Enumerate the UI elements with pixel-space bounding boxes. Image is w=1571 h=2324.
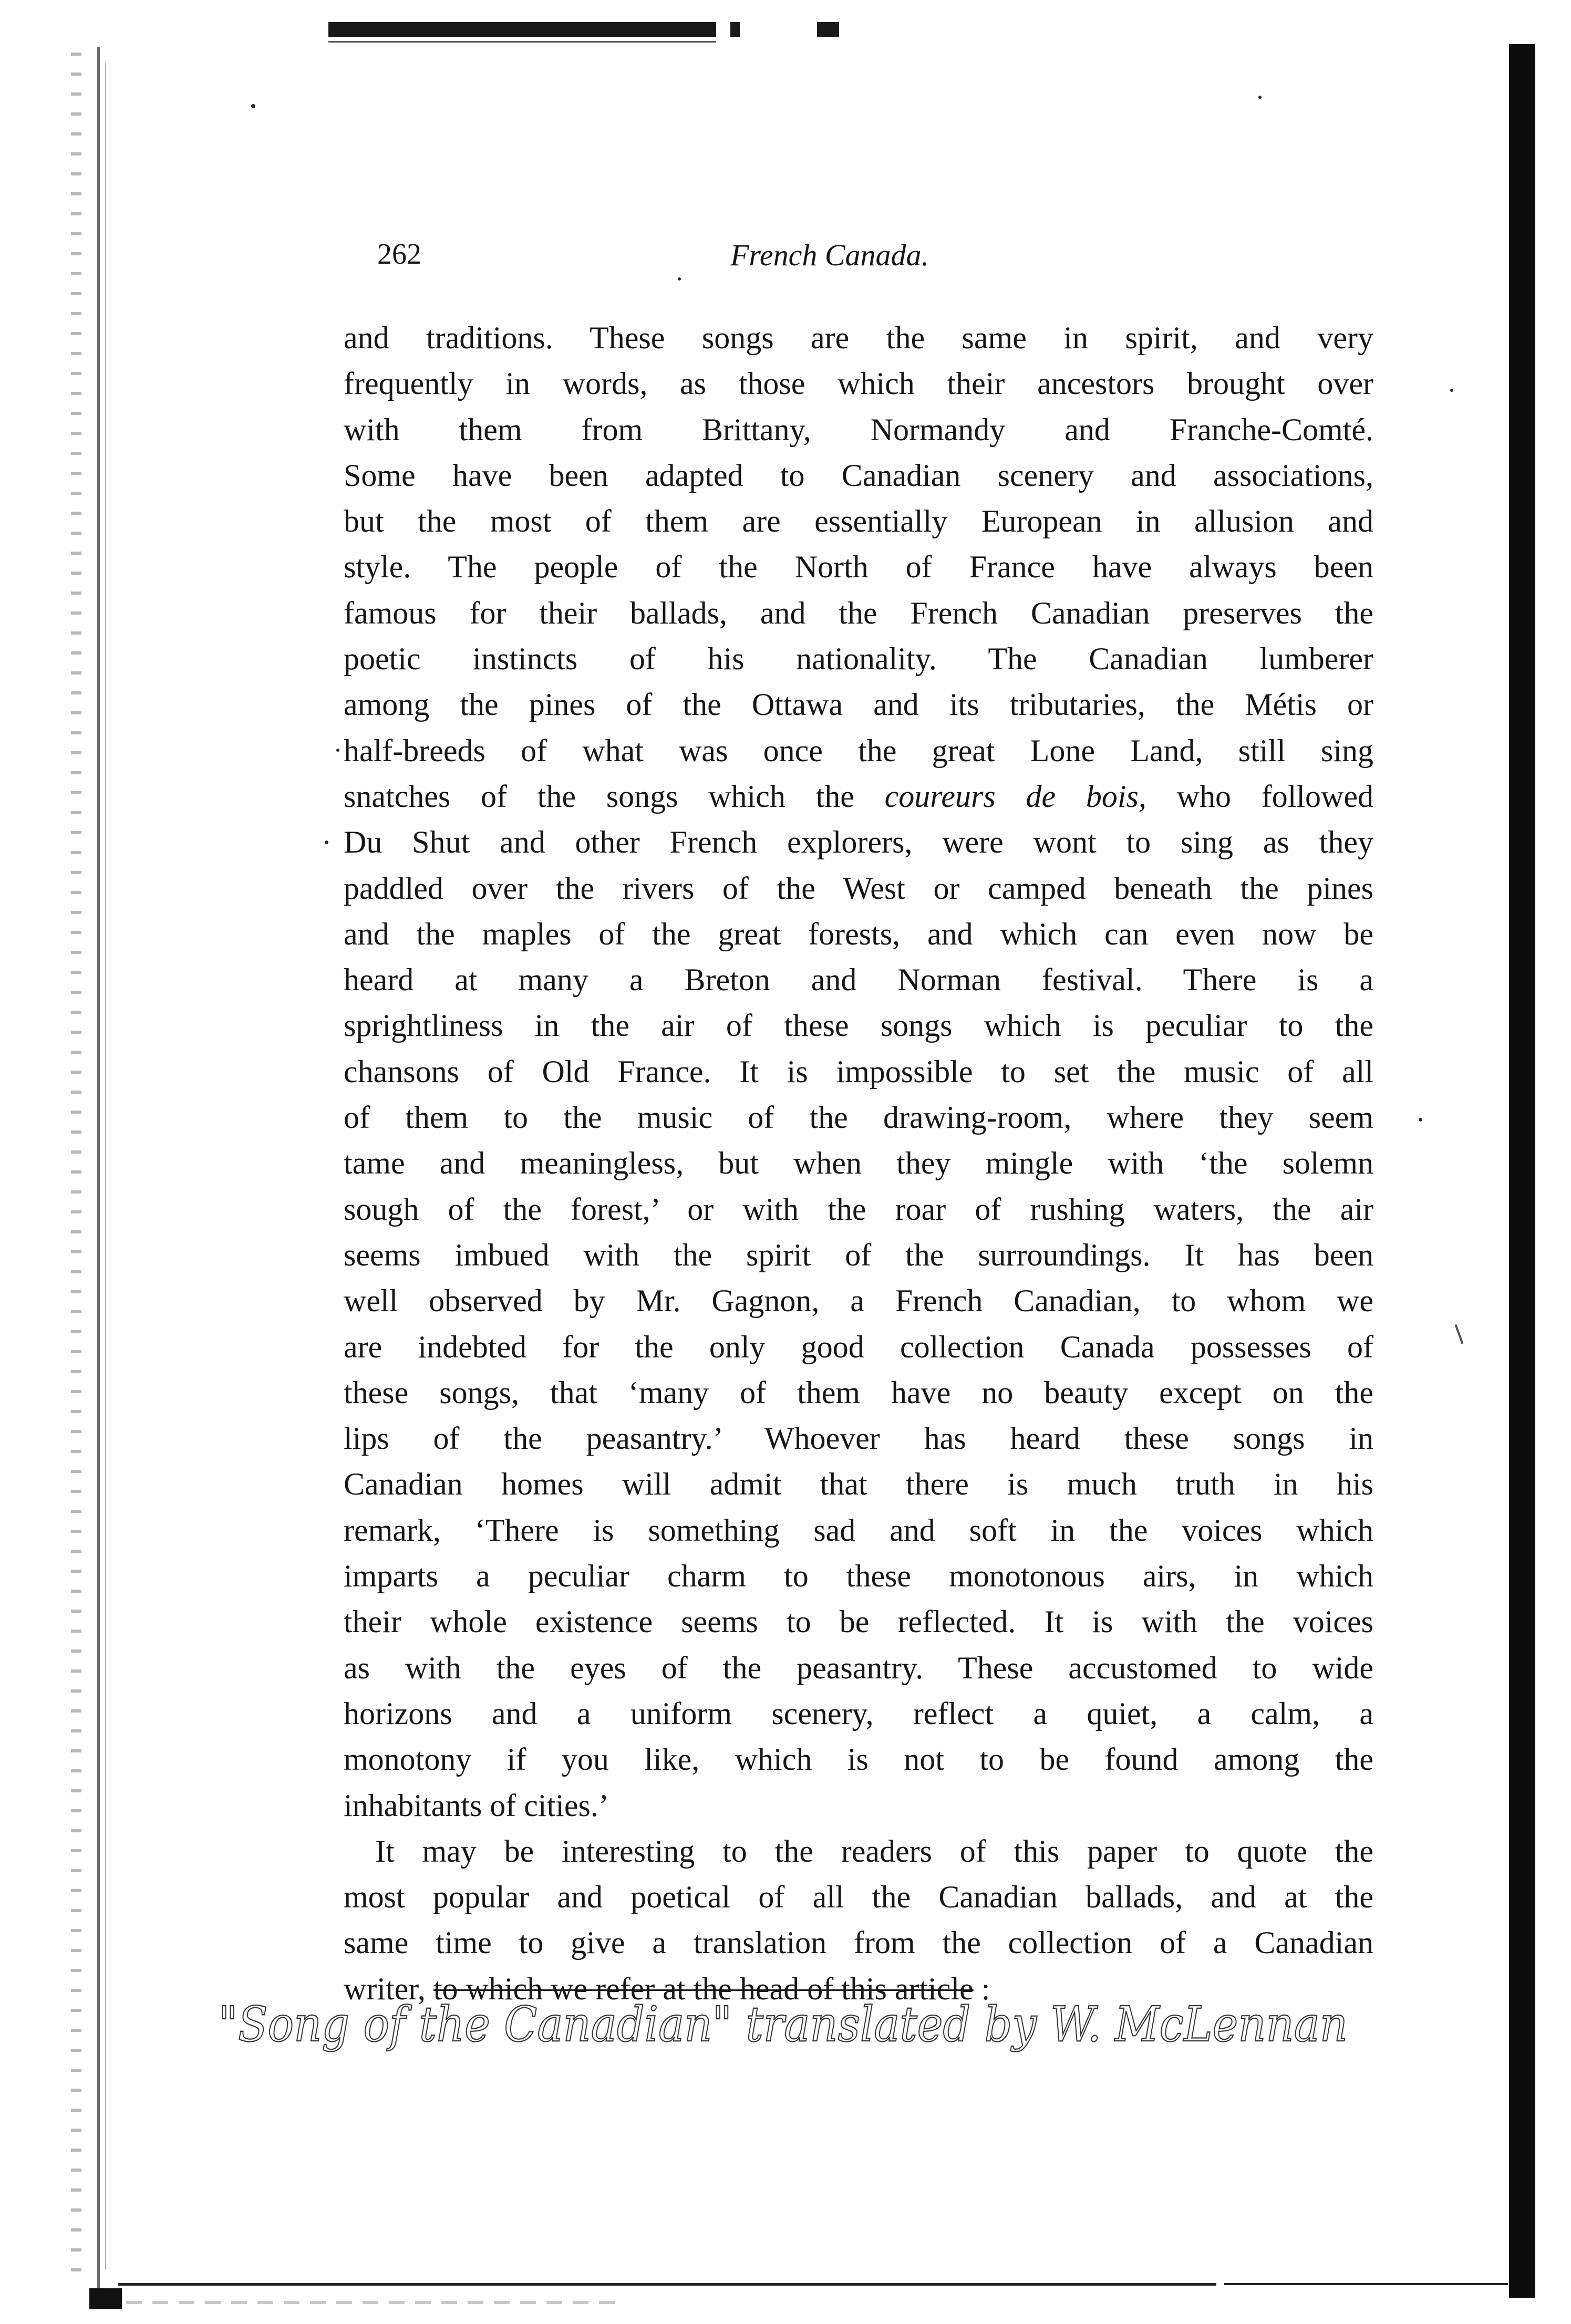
text-segment: writer,	[344, 1971, 433, 2006]
running-head: French Canada.	[730, 238, 929, 272]
text-line: are indebted for the only good collection Canada possesses of	[344, 1329, 1373, 1364]
text-line: remark, ‘There is something sad and soft in the voices which	[344, 1512, 1373, 1548]
text-line: with them from Brittany, Normandy and Franche-Comté.	[344, 412, 1373, 447]
text-line: but the most of them are essentially European in allusion and	[344, 504, 1373, 539]
page-number: 262	[377, 238, 421, 271]
text-line: horizons and a uniform scenery, reflect a quiet, a calm, a	[344, 1696, 1373, 1731]
handwritten-annotation	[208, 1975, 1363, 2070]
text-line: famous for their ballads, and the French Canadian preserves the	[344, 595, 1373, 630]
bottom-rule	[1224, 2283, 1508, 2285]
text-segment: snatches of the songs which the	[344, 779, 854, 814]
speck	[1450, 389, 1453, 392]
text-line: of them to the music of the drawing-room, where they seem	[344, 1100, 1373, 1135]
text-line: and traditions. These songs are the same in spirit, and very	[344, 320, 1373, 355]
margin-mark	[1454, 1324, 1463, 1345]
text-line: frequently in words, as those which their ancestors brought over	[344, 366, 1373, 401]
text-segment: who followed	[1146, 779, 1373, 814]
right-page-border	[1509, 44, 1535, 2298]
body-text	[344, 315, 1373, 2012]
text-line: monotony if you like, which is not to be found among the	[344, 1742, 1373, 1777]
speck	[678, 277, 681, 281]
handwritten-note: "Song of the Canadian" translated by W. McLennan	[218, 1996, 1348, 2052]
italic-phrase: coureurs de bois,	[884, 779, 1146, 814]
text-line: their whole existence seems to be reflected. It is with the voices	[344, 1604, 1373, 1640]
text-line: well observed by Mr. Gagnon, a French Canadian, to whom we	[344, 1283, 1373, 1319]
speck	[325, 841, 328, 844]
text-line: inhabitants of cities.’	[344, 1788, 609, 1823]
text-line: poetic instincts of his nationality. The Canadian lumberer	[344, 641, 1373, 677]
text-line: as with the eyes of the peasantry. These accustomed to wide	[344, 1650, 1373, 1685]
speck	[251, 104, 255, 108]
text-line: same time to give a translation from the collection of a Canadian	[344, 1925, 1373, 1960]
text-line: chansons of Old France. It is impossible to set the music of all	[344, 1054, 1373, 1089]
text-line: and the maples of the great forests, and which can even now be	[344, 916, 1373, 951]
speck	[1258, 96, 1262, 99]
text-line: heard at many a Breton and Norman festival. There is a	[344, 962, 1373, 998]
bottom-corner-mark	[89, 2288, 122, 2309]
speck	[1419, 1118, 1422, 1122]
speck	[336, 749, 339, 752]
struck-text: to which we refer at the head of this article	[433, 1971, 974, 2006]
text-line: lips of the peasantry.’ Whoever has heard these songs in	[344, 1421, 1373, 1456]
left-page-edge	[97, 47, 100, 2301]
text-line: sough of the forest,’ or with the roar of rushing waters, the air	[344, 1191, 1373, 1227]
text-line: tame and meaningless, but when they mingle with ‘the solemn	[344, 1146, 1373, 1181]
bottom-rule	[118, 2283, 1216, 2286]
text-line: It may be interesting to the readers of this paper to quote the	[375, 1833, 1373, 1869]
binding-marks	[71, 53, 81, 2285]
left-page-edge-inner	[105, 63, 106, 2269]
text-line	[344, 774, 1373, 819]
text-line: imparts a peculiar charm to these monotonous airs, in which	[344, 1559, 1373, 1594]
top-border-bar	[328, 22, 716, 37]
text-line: most popular and poetical of all the Canadian ballads, and at the	[344, 1880, 1373, 1915]
text-line: Du Shut and other French explorers, were wont to sing as they	[344, 825, 1373, 860]
text-line: paddled over the rivers of the West or camped beneath the pines	[344, 870, 1373, 906]
bottom-faint-marks	[126, 2301, 625, 2304]
text-line: style. The people of the North of France have always been	[344, 549, 1373, 585]
text-line: among the pines of the Ottawa and its tributaries, the Métis or	[344, 687, 1373, 722]
text-line: Some have been adapted to Canadian scenery and associations,	[344, 458, 1373, 493]
text-segment: :	[973, 1971, 990, 2006]
text-line: Canadian homes will admit that there is much truth in his	[344, 1467, 1373, 1502]
text-line: half-breeds of what was once the great Lone Land, still sing	[344, 733, 1373, 768]
text-line: seems imbued with the spirit of the surroundings. It has been	[344, 1237, 1373, 1272]
top-border-mark	[730, 22, 740, 37]
top-border-mark	[817, 22, 839, 37]
top-border-rule	[328, 41, 716, 43]
text-line: sprightliness in the air of these songs which is peculiar to the	[344, 1008, 1373, 1043]
text-line: these songs, that ‘many of them have no beauty except on the	[344, 1375, 1373, 1410]
